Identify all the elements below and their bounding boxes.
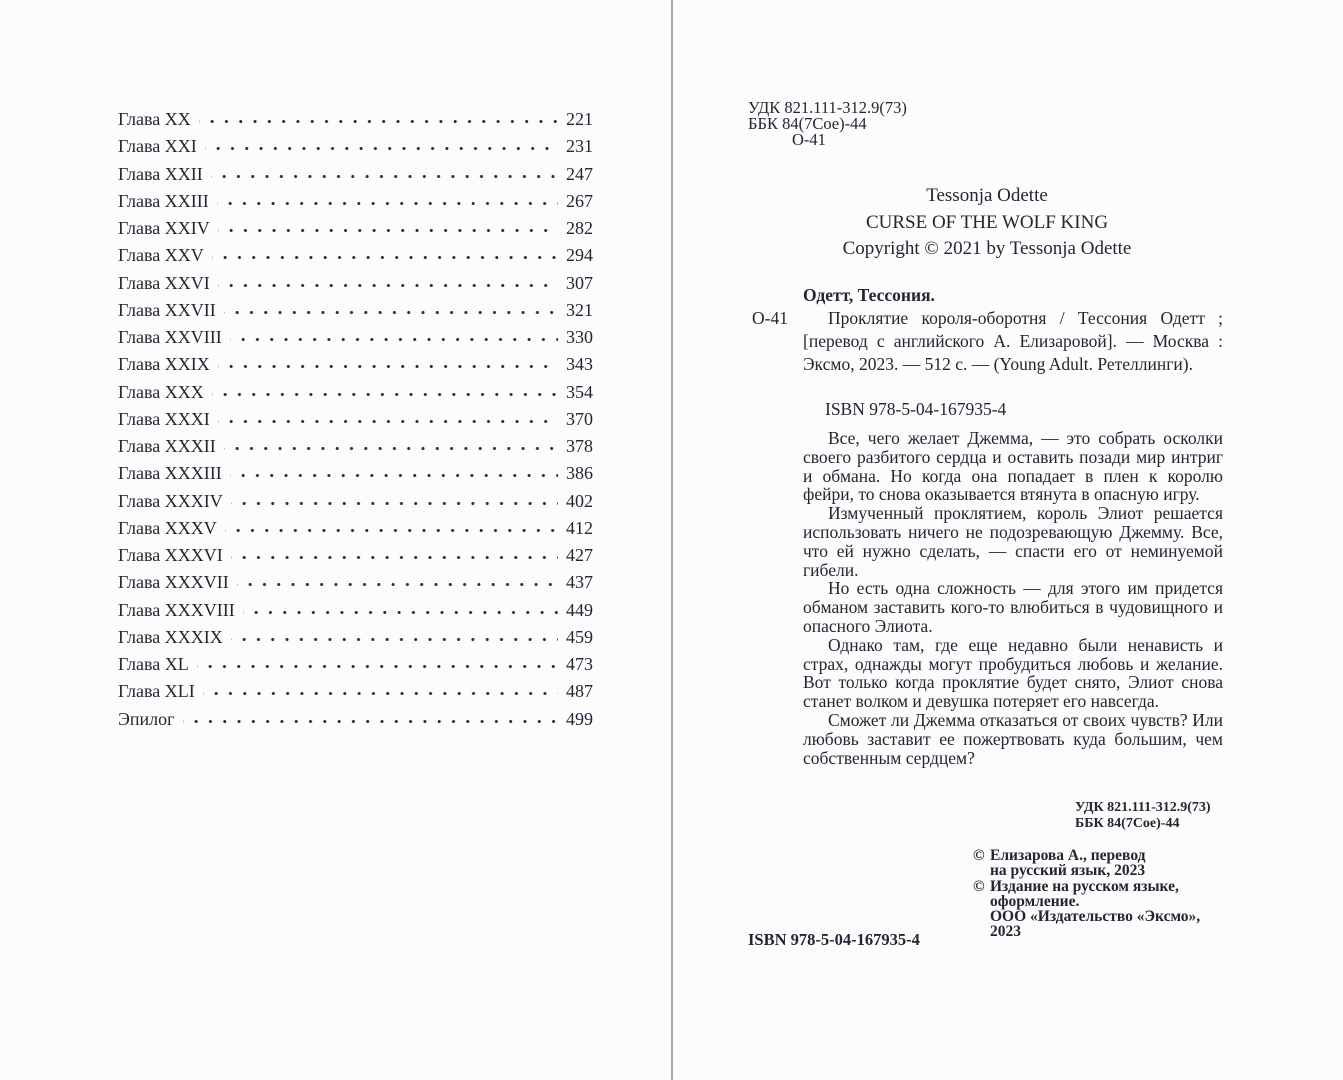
- dot-leader: [230, 336, 558, 343]
- chapter-page-number: 402: [566, 490, 593, 511]
- dot-leader: [212, 391, 558, 398]
- chapter-title: Глава XL: [118, 654, 189, 674]
- chapter-page-number: 459: [566, 626, 593, 647]
- chapter-title: Глава XXXI: [118, 408, 210, 429]
- toc-entry: [118, 270, 593, 297]
- toc-entry: [118, 351, 593, 378]
- toc-entry: [118, 324, 593, 351]
- dot-leader: [197, 663, 558, 670]
- dot-leader: [217, 200, 558, 207]
- chapter-page-number: 412: [566, 517, 593, 538]
- copyright-symbol: ©: [973, 877, 985, 895]
- dot-leader: [225, 527, 558, 534]
- toc-entry: [118, 678, 593, 705]
- toc-entry: [118, 297, 593, 324]
- copyright-line: ООО «Издательство «Эксмо»,: [990, 908, 1201, 926]
- chapter-page-number: 221: [566, 109, 593, 129]
- author-sign-code: О-41: [792, 129, 826, 149]
- toc-entry: [118, 406, 593, 433]
- chapter-page-number: 499: [566, 708, 593, 729]
- chapter-page-number: 487: [566, 681, 593, 702]
- catalog-description: Проклятие короля-оборотня / Тессония Одетт ; [перевод с английского А. Елизаровой]. — Москва : Эксмо, 2023. — 512 с. — (Young Adult. Ретеллинги).: [803, 308, 1223, 374]
- bbk-code-repeat: ББК 84(7Сое)-44: [1075, 815, 1180, 831]
- isbn-bottom: ISBN 978-5-04-167935-4: [748, 930, 920, 949]
- chapter-page-number: 378: [566, 436, 593, 456]
- toc-entry: [118, 242, 593, 269]
- chapter-page-number: 473: [566, 654, 593, 674]
- toc-entry: [118, 624, 593, 651]
- chapter-title: Глава XXXVII: [118, 572, 229, 593]
- dot-leader: [231, 636, 558, 643]
- copyright-symbol: ©: [973, 847, 985, 864]
- chapter-title: Глава XXX: [118, 381, 204, 402]
- toc-entry: [118, 488, 593, 515]
- chapter-page-number: 282: [566, 218, 593, 238]
- toc-entry: [118, 460, 593, 487]
- toc-entry: [118, 515, 593, 542]
- classification-block-repeat: [1075, 800, 1211, 831]
- chapter-page-number: 330: [566, 327, 593, 347]
- chapter-title: Глава XXII: [118, 163, 203, 184]
- copyright-line: на русский язык, 2023: [990, 862, 1146, 880]
- dot-leader: [231, 554, 558, 561]
- toc-entry: [118, 433, 593, 460]
- chapter-page-number: 307: [566, 272, 593, 293]
- catalog-entry: [752, 284, 1223, 376]
- dot-leader: [237, 581, 558, 588]
- dot-leader: [218, 227, 558, 234]
- chapter-title: Глава XXXIX: [118, 626, 223, 647]
- dot-leader: [205, 145, 558, 152]
- imprint-page: [672, 0, 1343, 1080]
- dot-leader: [218, 282, 558, 289]
- chapter-title: Глава XXVI: [118, 272, 210, 293]
- toc-entry: [118, 542, 593, 569]
- annotation-paragraph: Измученный проклятием, король Элиот решается использовать ничего не подозревающую Джемму. Все, что ей нужно сделать, — спасти его от неминуемой гибели.: [803, 503, 1223, 580]
- dot-leader: [231, 500, 558, 507]
- toc-entry: [118, 133, 593, 160]
- book-annotation: [803, 429, 1223, 767]
- table-of-contents: [118, 106, 593, 733]
- dot-leader: [203, 690, 558, 697]
- copyright-notice: [973, 848, 1235, 879]
- original-title-block: [748, 183, 1226, 263]
- chapter-title: Глава XXIX: [118, 354, 210, 375]
- dot-leader: [199, 118, 558, 125]
- chapter-title: Глава XXXIII: [118, 463, 222, 484]
- chapter-page-number: 370: [566, 408, 593, 429]
- udk-code-repeat: УДК 821.111-312.9(73): [1075, 800, 1211, 815]
- bbk-code: ББК 84(7Сое)-44: [748, 113, 867, 133]
- copyright-notices: [973, 848, 1235, 940]
- toc-page: [0, 0, 671, 1080]
- dot-leader: [211, 173, 558, 180]
- chapter-title: Глава XXXVIII: [118, 599, 235, 620]
- chapter-title: Глава XXXV: [118, 517, 217, 538]
- dot-leader: [230, 472, 558, 479]
- dot-leader: [218, 418, 558, 425]
- chapter-page-number: 427: [566, 545, 593, 565]
- toc-entry: [118, 379, 593, 406]
- dot-leader: [218, 363, 558, 370]
- catalog-author-sign: О-41: [752, 308, 788, 328]
- chapter-page-number: 354: [566, 381, 593, 402]
- chapter-title: Глава XXIII: [118, 190, 209, 211]
- chapter-page-number: 449: [566, 599, 593, 620]
- chapter-page-number: 231: [566, 136, 593, 157]
- chapter-title: Глава XXI: [118, 136, 197, 157]
- chapter-page-number: 386: [566, 463, 593, 484]
- toc-entry: [118, 651, 593, 678]
- copyright-line: Издание на русском языке,: [990, 877, 1179, 895]
- udk-code: УДК 821.111-312.9(73): [748, 98, 907, 117]
- chapter-title: Глава XX: [118, 109, 191, 129]
- toc-entry: [118, 106, 593, 133]
- original-copyright: Copyright © 2021 by Tessonja Odette: [842, 238, 1132, 260]
- annotation-paragraph: Сможет ли Джемма отказаться от своих чувств? Или любовь заставит ее пожертвовать куда большим, чем собственным сердцем?: [803, 709, 1223, 768]
- toc-entry: [118, 215, 593, 242]
- catalog-author: Одетт, Тессония.: [803, 285, 935, 305]
- dot-leader: [212, 254, 558, 261]
- classification-block: [748, 100, 907, 147]
- chapter-title: Глава XLI: [118, 681, 195, 702]
- copyright-line: оформление.: [990, 892, 1080, 910]
- chapter-title: Глава XXXIV: [118, 490, 223, 511]
- dot-leader: [224, 309, 558, 316]
- chapter-page-number: 437: [566, 572, 593, 593]
- chapter-title: Глава XXXVI: [118, 545, 223, 565]
- chapter-title: Глава XXV: [118, 245, 204, 266]
- chapter-page-number: 321: [566, 299, 593, 320]
- chapter-page-number: 343: [566, 354, 593, 375]
- original-title: CURSE OF THE WOLF KING: [865, 211, 1109, 233]
- copyright-notice: [973, 879, 1235, 940]
- toc-entry: [118, 188, 593, 215]
- toc-entry: [118, 706, 593, 733]
- chapter-title: Глава XXVIII: [118, 327, 222, 347]
- chapter-title: Эпилог: [118, 708, 175, 729]
- toc-entry: [118, 161, 593, 188]
- copyright-line: Елизарова А., перевод: [990, 847, 1146, 864]
- toc-entry: [118, 597, 593, 624]
- annotation-paragraph: Однако там, где еще недавно были ненависть и страх, однажды могут пробудиться любовь и желание. Вот только когда проклятие будет снято, Элиот снова станет волком и девушка потеряет его навсегда.: [803, 634, 1223, 712]
- chapter-page-number: 294: [566, 245, 593, 266]
- chapter-title: Глава XXXII: [118, 436, 216, 456]
- isbn-catalog: ISBN 978-5-04-167935-4: [825, 399, 1007, 419]
- annotation-paragraph: Все, чего желает Джемма, — это собрать осколки своего разбитого сердца и оставить позади мир интриг и обмана. Но когда она попадает в плен к королю фейри, то снова оказывается втянута в опасную игру.: [803, 428, 1223, 505]
- chapter-page-number: 267: [566, 190, 593, 211]
- dot-leader: [183, 718, 558, 725]
- dot-leader: [243, 609, 558, 616]
- chapter-title: Глава XXIV: [118, 218, 210, 238]
- dot-leader: [224, 445, 558, 452]
- toc-entry: [118, 569, 593, 596]
- original-author: Tessonja Odette: [926, 185, 1048, 206]
- annotation-paragraph: Но есть одна сложность — для этого им придется обманом заставить кого-то влюбиться в чудовищного и опасного Элиота.: [803, 578, 1223, 636]
- copyright-line: 2023: [990, 923, 1021, 941]
- chapter-title: Глава XXVII: [118, 299, 216, 320]
- chapter-page-number: 247: [566, 163, 593, 184]
